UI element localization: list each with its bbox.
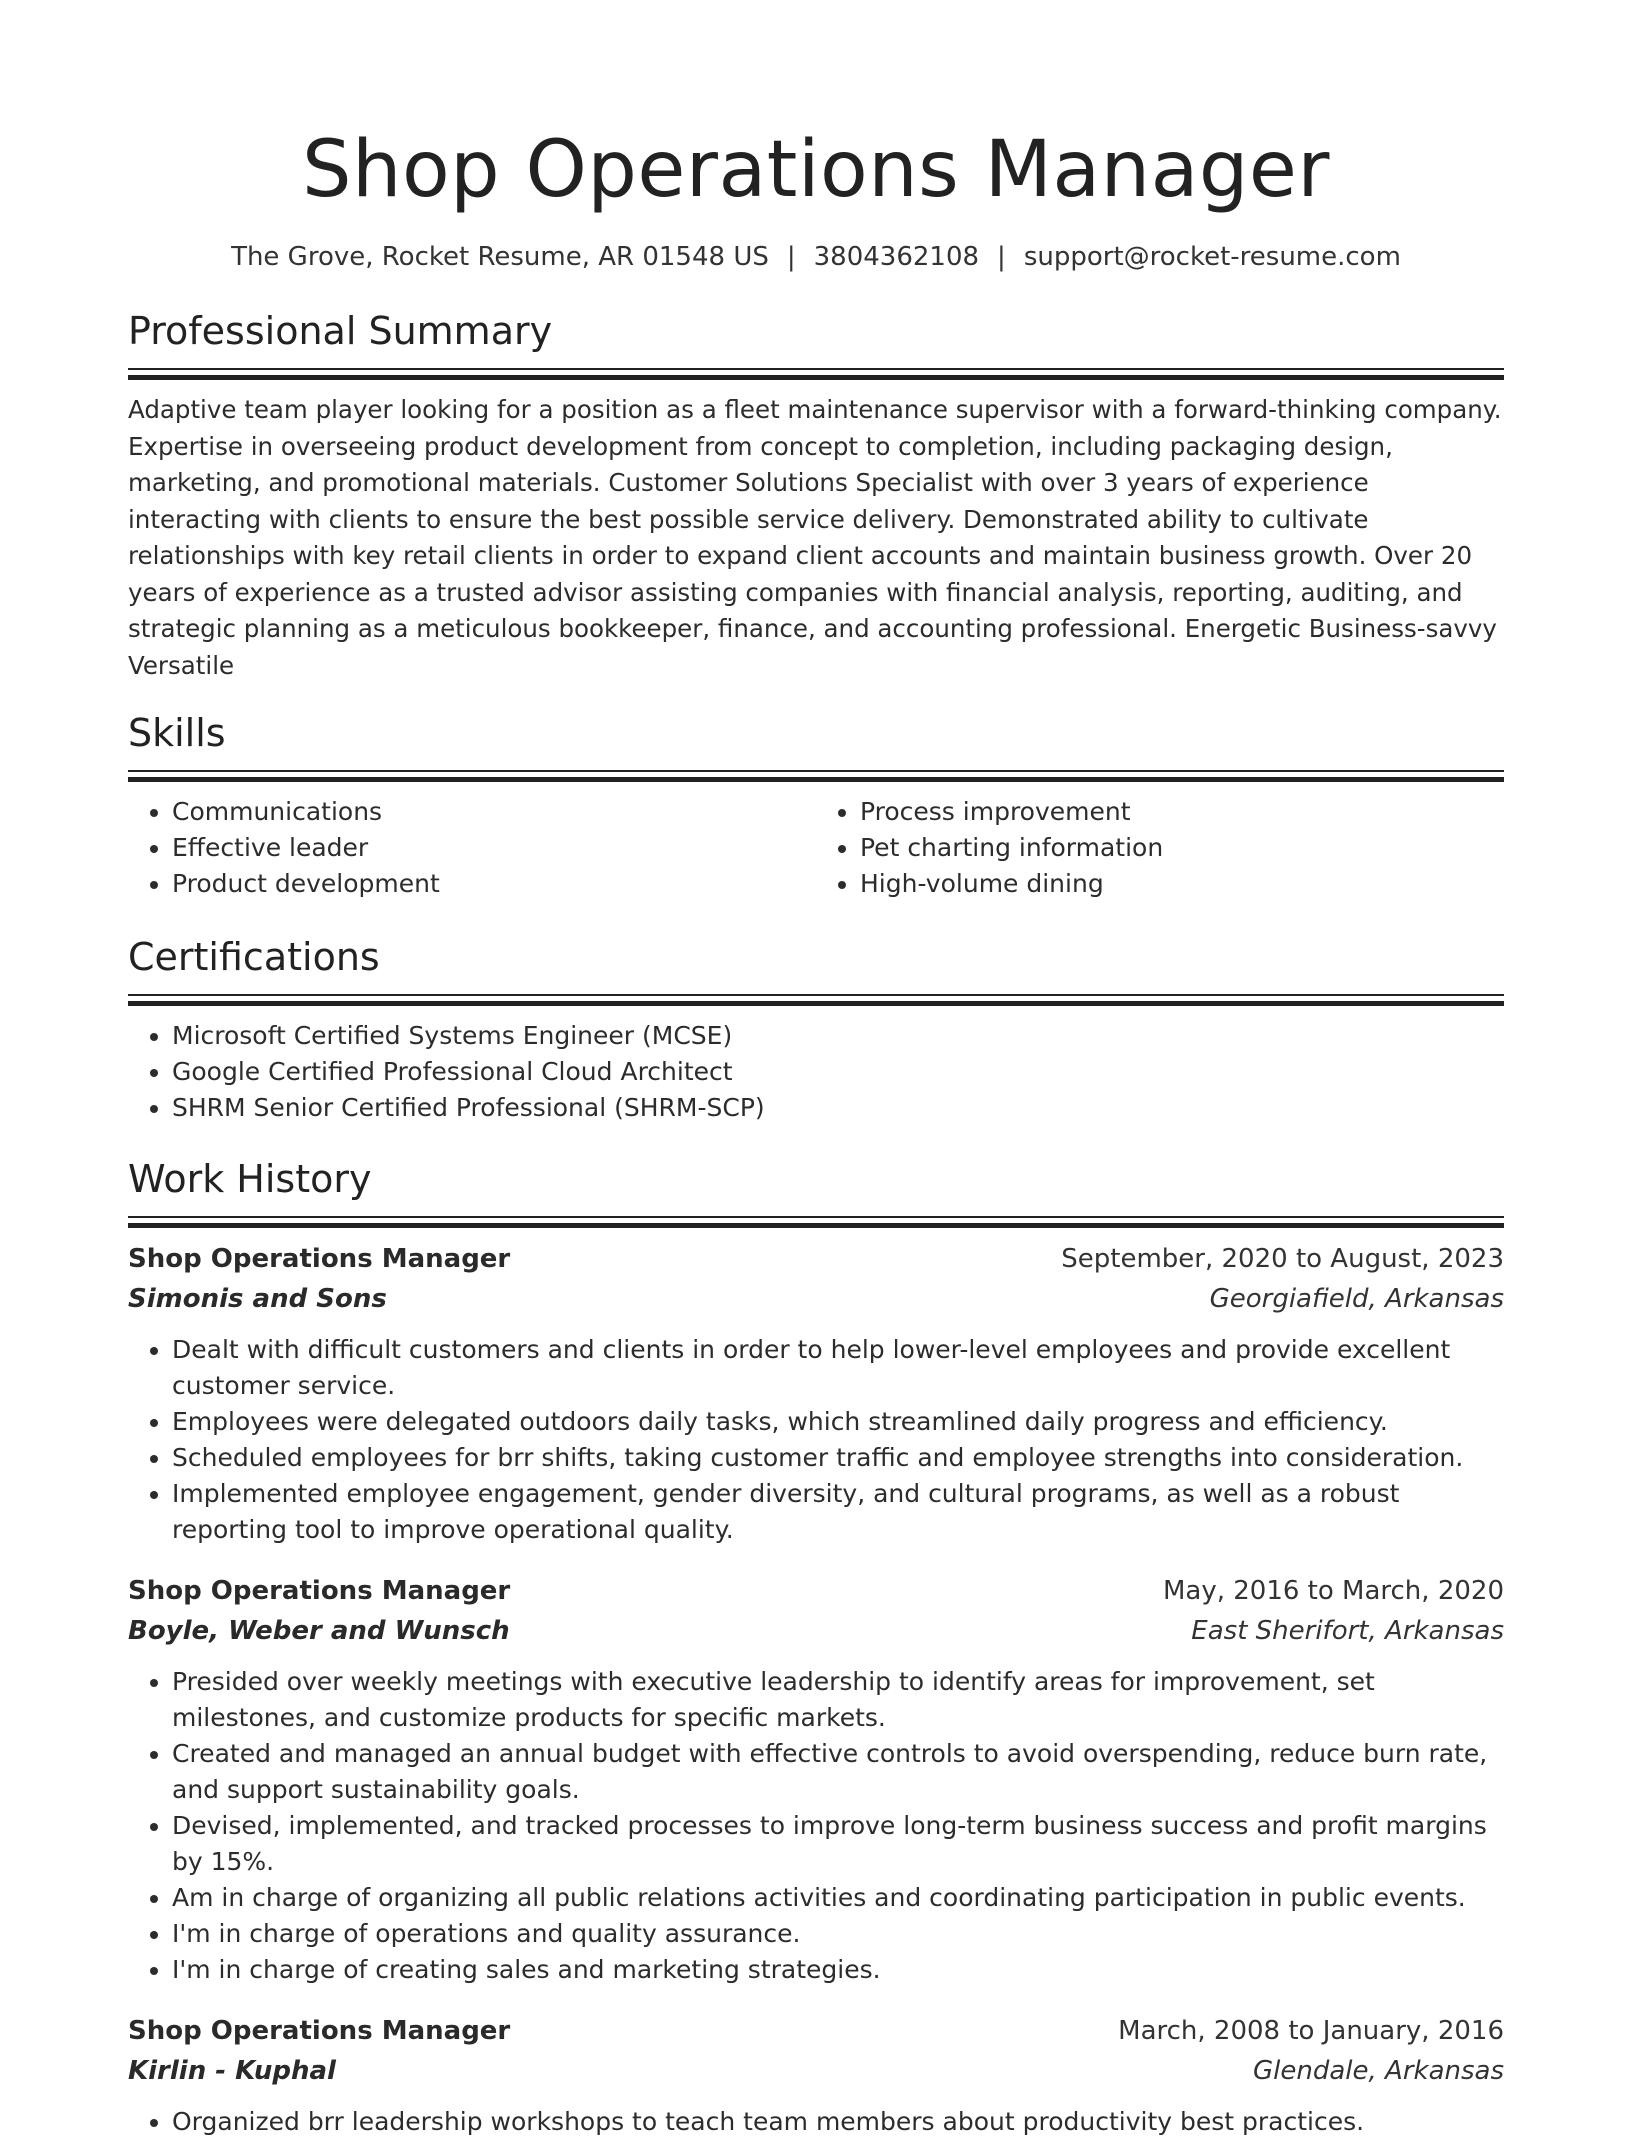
resume-title: Shop Operations Manager: [302, 125, 1330, 215]
job-company: Simonis and Sons: [128, 1284, 387, 1314]
summary-text: Adaptive team player looking for a position as a fleet maintenance supervisor with a forward-thinking company. Expertise in overseeing product development from concept to completion, including packaging design, marketing, and promotional materials. Customer Solutions Specialist with over 3 years of experience interacting with clients to ensure the best possible service delivery. Demonstrated ability to cultivate relationships with key retail clients in order to expand client accounts and maintain business growth. Over 20 years of experience as a trusted advisor assisting companies with financial analysis, reporting, auditing, and strategic planning as a meticulous bookkeeper, finance, and accounting professional. Energetic Business-savvy Versatile: [128, 395, 1502, 680]
certification-item: • SHRM Senior Certified Professional (SHRM-SCP): [172, 1090, 1504, 1126]
job-dates: March, 2008 to January, 2016: [1118, 2016, 1504, 2046]
job-bullet: • Scheduled employees for brr shifts, taking customer traffic and employee strengths into consideration.: [172, 1440, 1504, 1476]
job-company: Kirlin - Kuphal: [128, 2056, 336, 2086]
job-company-row: [128, 2052, 1504, 2090]
job-location: Georgiafield, Arkansas: [1209, 1284, 1504, 1314]
job-bullet: • Devised, implemented, and tracked processes to improve long-term business success and profit margins by 15%.: [172, 1808, 1504, 1880]
skill-item: • Pet charting information: [860, 830, 1504, 866]
section-rule: [128, 994, 1504, 1006]
skills-heading: Skills: [128, 711, 226, 755]
job-entry: [128, 1572, 1504, 1988]
skill-item: • Effective leader: [172, 830, 816, 866]
job-bullet: • I'm in charge of creating sales and marketing strategies.: [172, 1952, 1504, 1988]
skill-item: • High-volume dining: [860, 866, 1504, 902]
certifications-heading: Certifications: [128, 935, 380, 979]
contact-email: support@rocket-resume.com: [1023, 242, 1401, 272]
work-section: [128, 1156, 1504, 2140]
job-bullet: • Employees were delegated outdoors daily tasks, which streamlined daily progress and efficiency.: [172, 1404, 1504, 1440]
jobs-list: [128, 1240, 1504, 2140]
section-rule: [128, 770, 1504, 782]
job-bullets: [128, 1664, 1504, 1988]
contact-address: The Grove, Rocket Resume, AR 01548 US: [231, 242, 769, 272]
job-entry: [128, 2012, 1504, 2140]
skills-section: [128, 710, 1504, 902]
skills-grid: [128, 782, 1504, 902]
job-title: Shop Operations Manager: [128, 1576, 511, 1606]
job-bullet: • Created and managed an annual budget with effective controls to avoid overspending, reduce burn rate, and support sustainability goals.: [172, 1736, 1504, 1808]
contact-separator: |: [786, 242, 796, 272]
job-bullets: [128, 1332, 1504, 1548]
skill-item: • Process improvement: [860, 794, 1504, 830]
section-rule: [128, 1216, 1504, 1228]
job-title: Shop Operations Manager: [128, 2016, 511, 2046]
job-company-row: [128, 1280, 1504, 1318]
job-company: Boyle, Weber and Wunsch: [128, 1616, 510, 1646]
skill-item: • Product development: [172, 866, 816, 902]
section-rule: [128, 368, 1504, 380]
job-bullet: • I'm in charge of operations and quality assurance.: [172, 1916, 1504, 1952]
job-dates: September, 2020 to August, 2023: [1061, 1244, 1504, 1274]
job-bullet: • Implemented employee engagement, gender diversity, and cultural programs, as well as a robust reporting tool to improve operational quality.: [172, 1476, 1504, 1548]
resume-content: [128, 0, 1504, 2140]
job-header-row: [128, 1572, 1504, 1610]
summary-section: [128, 308, 1504, 684]
certifications-section: [128, 934, 1504, 1126]
job-header-row: [128, 1240, 1504, 1278]
skills-left-list: [128, 794, 816, 902]
job-location: East Sherifort, Arkansas: [1191, 1616, 1504, 1646]
skill-item: • Communications: [172, 794, 816, 830]
skills-right-list: [816, 794, 1504, 902]
contact-phone: 3804362108: [813, 242, 980, 272]
work-heading: Work History: [128, 1157, 372, 1201]
job-dates: May, 2016 to March, 2020: [1162, 1576, 1504, 1606]
certifications-list: [128, 1018, 1504, 1126]
job-bullets: [128, 2104, 1504, 2140]
job-header-row: [128, 2012, 1504, 2050]
job-bullet: • Organized brr leadership workshops to teach team members about productivity best practices.: [172, 2104, 1504, 2140]
job-bullet: • Presided over weekly meetings with executive leadership to identify areas for improvement, set milestones, and customize products for specific markets.: [172, 1664, 1504, 1736]
certification-item: • Google Certified Professional Cloud Architect: [172, 1054, 1504, 1090]
job-bullet: • Dealt with difficult customers and clients in order to help lower-level employees and provide excellent customer service.: [172, 1332, 1504, 1404]
contact-line: [128, 240, 1504, 274]
job-location: Glendale, Arkansas: [1253, 2056, 1504, 2086]
certification-item: • Microsoft Certified Systems Engineer (MCSE): [172, 1018, 1504, 1054]
job-title: Shop Operations Manager: [128, 1244, 511, 1274]
job-company-row: [128, 1612, 1504, 1650]
job-entry: [128, 1240, 1504, 1548]
contact-separator: |: [997, 242, 1006, 272]
summary-heading: Professional Summary: [128, 309, 553, 353]
job-bullet: • Am in charge of organizing all public relations activities and coordinating participation in public events.: [172, 1880, 1504, 1916]
